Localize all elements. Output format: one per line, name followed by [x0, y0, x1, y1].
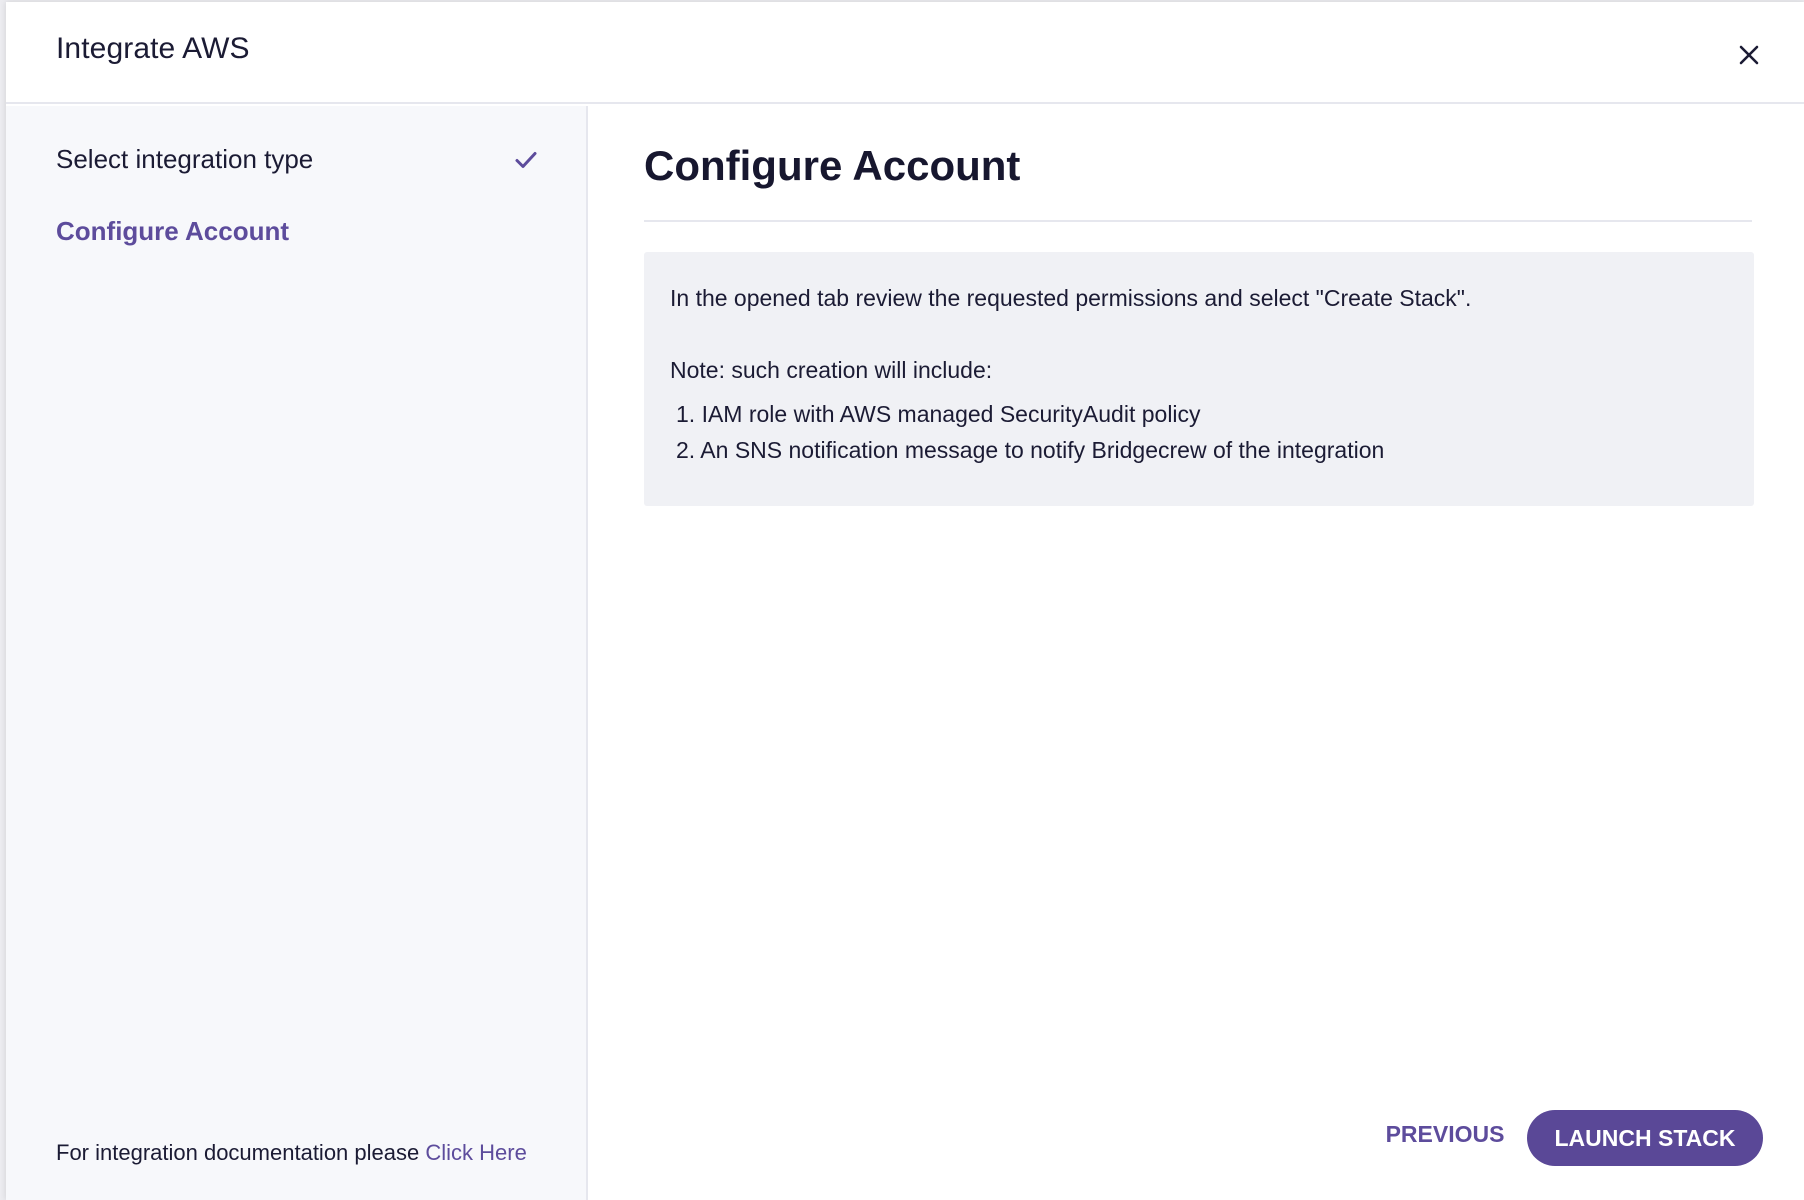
modal-header [6, 2, 1804, 104]
list-item: 1. IAM role with AWS managed SecurityAudit policy [676, 401, 1201, 427]
previous-button[interactable]: PREVIOUS [1370, 1110, 1520, 1158]
launch-stack-button[interactable]: LAUNCH STACK [1527, 1110, 1763, 1166]
checkmark-icon [514, 148, 538, 172]
modal-title: Integrate AWS [56, 32, 250, 65]
instruction-text: In the opened tab review the requested permissions and select "Create Stack". [670, 285, 1472, 311]
page-title: Configure Account [644, 142, 1021, 189]
list-item: 2. An SNS notification message to notify Bridgecrew of the integration [676, 437, 1385, 463]
note-text: Note: such creation will include: [670, 357, 993, 383]
main-content [588, 106, 1804, 1200]
step-configure-account[interactable]: Configure Account [56, 216, 290, 246]
documentation-link[interactable]: Click Here [425, 1140, 527, 1165]
integrate-aws-modal [6, 2, 1804, 1200]
title-divider [644, 220, 1752, 222]
close-icon [1732, 38, 1766, 72]
step-select-integration-type[interactable]: Select integration type [56, 144, 314, 174]
steps-sidebar [6, 106, 588, 1200]
instructions-box [644, 252, 1754, 506]
inclusion-list [670, 396, 1728, 468]
documentation-note [56, 1140, 527, 1166]
documentation-text: For integration documentation please [56, 1140, 420, 1165]
close-button[interactable] [1732, 38, 1766, 72]
